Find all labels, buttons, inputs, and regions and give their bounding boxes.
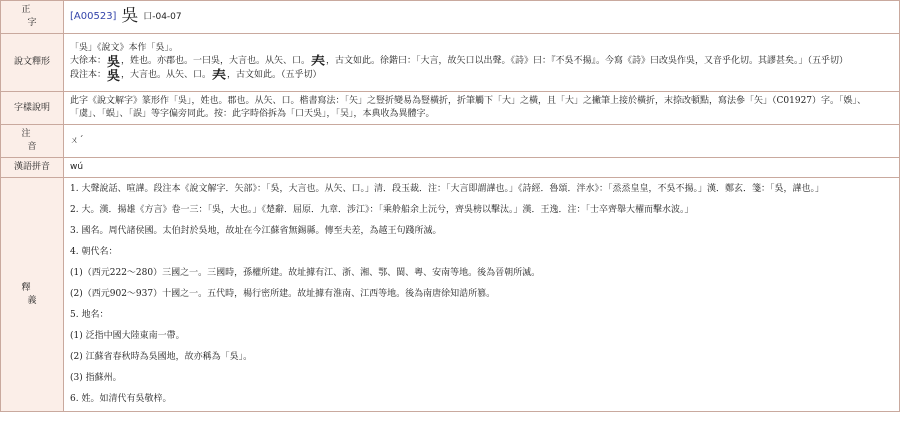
shuowen-row bbox=[1, 34, 900, 92]
definition-item: 2. 大。漢．揚雄《方言》卷一三：「吳，大也。」《楚辭．屈原．九章．涉江》：「乘舲船余上沅兮，齊吳榜以擊汰。」漢．王逸．注：「士卒齊舉大櫂而擊水波。」 bbox=[70, 205, 694, 215]
shuowen-content bbox=[64, 34, 900, 92]
headword-char: 吳 bbox=[121, 6, 139, 26]
ancient-script-glyph: 𡗗 bbox=[311, 54, 326, 70]
shuowen-label: 說文釋形 bbox=[1, 34, 64, 92]
definition-item: 3. 國名。周代諸侯國。太伯封於吳地，故址在今江蘇省無錫縣。傳至夫差，為越王句踐所滅。 bbox=[70, 226, 442, 236]
definition-item: (1) 泛指中國大陸東南一帶。 bbox=[70, 331, 185, 341]
definition-item: (2)（西元902～937）十國之一。五代時，楊行密所建。故址據有淮南、江西等地。後為南唐徐知誥所篡。 bbox=[70, 289, 496, 299]
definitions-label: 釋 義 bbox=[1, 178, 64, 412]
radical-stroke-info: 口-04-07 bbox=[143, 12, 182, 22]
definition-item: (1)（西元222～280）三國之一。三國時，孫權所建。故址據有江、浙、湘、鄂、閩、粵、安南等地。後為晉朝所滅。 bbox=[70, 268, 541, 278]
definitions-content bbox=[64, 178, 900, 412]
pinyin-value: wú bbox=[64, 158, 900, 178]
entry-code-link[interactable]: [A00523] bbox=[70, 11, 117, 22]
headword-label: 正 字 bbox=[1, 1, 64, 34]
shuowen-line-3: 段注本：吳，大言也。从矢、口。𡗗，古文如此。（五乎切） bbox=[70, 68, 322, 84]
definition-item: (3) 指蘇州。 bbox=[70, 373, 122, 383]
zixing-row bbox=[1, 92, 900, 125]
shuowen-line-2: 大徐本：吳，姓也。亦郡也。一曰吳，大言也。从矢、口。𡗗，古文如此。徐鍇曰：「大言，故矢口以出聲。《詩》曰：『不吳不揚』。今寫《詩》曰改吳作吳，又音乎化切。其謬甚矣。」（五乎切） bbox=[70, 54, 849, 70]
seal-script-glyph: 吳 bbox=[107, 69, 121, 84]
definition-item: 6. 姓。如清代有吳敬梓。 bbox=[70, 394, 172, 404]
zixing-label: 字樣說明 bbox=[1, 92, 64, 125]
headword-content bbox=[64, 1, 900, 34]
shuowen-line-1: 「吳」《說文》本作「吳」。 bbox=[70, 43, 179, 53]
pinyin-row bbox=[1, 158, 900, 178]
zixing-content: 此字《說文解字》篆形作「吳」，姓也。郡也。从矢、口。楷書寫法：「矢」之豎折變易為豎橫折，折筆觸下「大」之橫，且「大」之撇筆上接於橫折，末捺改頓點，寫法參「矢」（C01927）字。「娛」、「虞」、「蜈」、「誤」等字偏旁同此。按：此字時俗拆為「口天吳」，「吴」，本典收為異體字。 bbox=[64, 92, 900, 125]
ancient-script-glyph: 𡗗 bbox=[212, 68, 227, 84]
headword-row bbox=[1, 1, 900, 34]
definition-item: 5. 地名： bbox=[70, 310, 109, 320]
zhuyin-label: 注 音 bbox=[1, 125, 64, 158]
definition-item: 4. 朝代名： bbox=[70, 247, 118, 257]
pinyin-label: 漢語拼音 bbox=[1, 158, 64, 178]
definition-item: (2) 江蘇省春秋時為吳國地，故亦稱為「吳」。 bbox=[70, 352, 253, 362]
zhuyin-row bbox=[1, 125, 900, 158]
seal-script-glyph: 吳 bbox=[107, 55, 121, 70]
zhuyin-value: ㄨˊ bbox=[64, 125, 900, 158]
definitions-row bbox=[1, 178, 900, 412]
definition-item: 1. 大聲說話、喧譁。段注本《說文解字．矢部》：「吳，大言也。从矢、口。」清．段玉裁．注：「大言即謂譁也。」《詩經．魯頌．泮水》：「烝烝皇皇，不吳不揚。」漢．鄭玄．箋：「吳，譁也。」 bbox=[70, 184, 824, 194]
